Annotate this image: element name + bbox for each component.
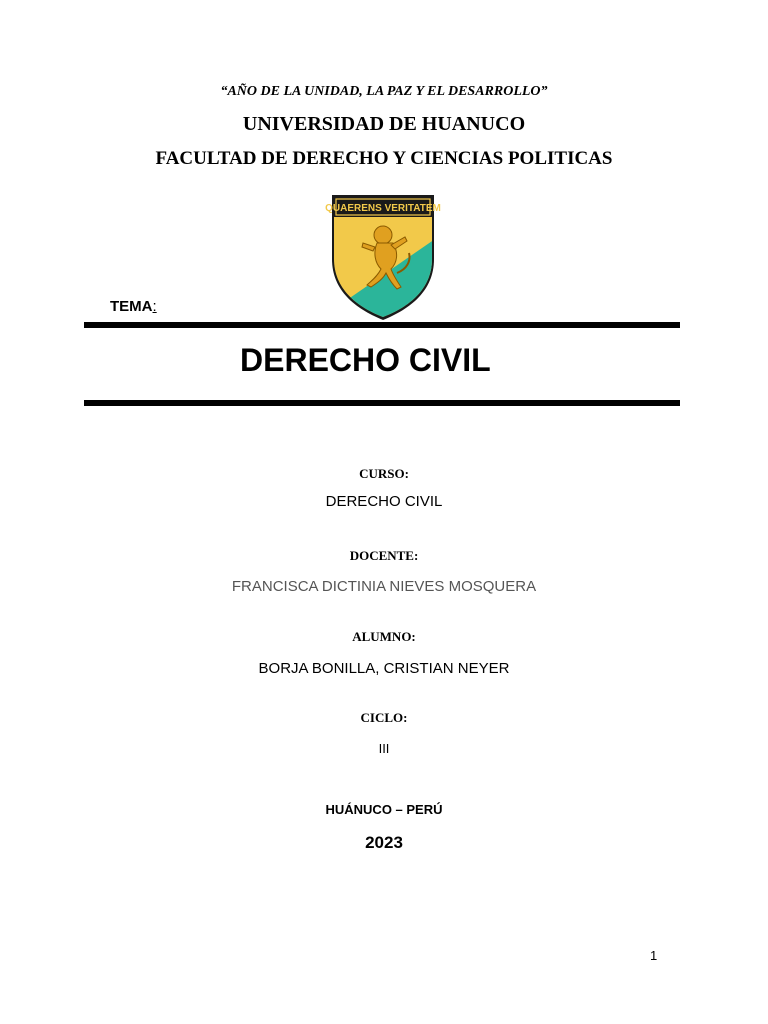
docente-value: FRANCISCA DICTINIA NIEVES MOSQUERA bbox=[231, 578, 537, 595]
ciclo-label: CICLO: bbox=[360, 710, 408, 725]
logo-banner-text: QUAERENS VERITATEM bbox=[325, 203, 441, 214]
location: HUÁNUCO – PERÚ bbox=[325, 802, 443, 817]
tema-label: TEMA: bbox=[110, 298, 157, 315]
ciclo-value: III bbox=[378, 741, 390, 756]
year: 2023 bbox=[365, 833, 403, 852]
university-name: UNIVERSIDAD DE HUANUCO bbox=[242, 113, 526, 135]
docente-label: DOCENTE: bbox=[349, 548, 419, 563]
motto: “AÑO DE LA UNIDAD, LA PAZ Y EL DESARROLLO” bbox=[220, 84, 548, 99]
document-title: DERECHO CIVIL bbox=[240, 342, 491, 378]
faculty-name: FACULTAD DE DERECHO Y CIENCIAS POLITICAS bbox=[155, 148, 613, 169]
alumno-label: ALUMNO: bbox=[352, 629, 416, 644]
curso-label: CURSO: bbox=[359, 466, 409, 481]
top-divider bbox=[84, 322, 680, 328]
bottom-divider bbox=[84, 400, 680, 406]
university-shield-logo bbox=[325, 193, 441, 320]
page-number: 1 bbox=[650, 948, 658, 963]
alumno-value: BORJA BONILLA, CRISTIAN NEYER bbox=[258, 660, 510, 677]
curso-value: DERECHO CIVIL bbox=[325, 493, 443, 510]
